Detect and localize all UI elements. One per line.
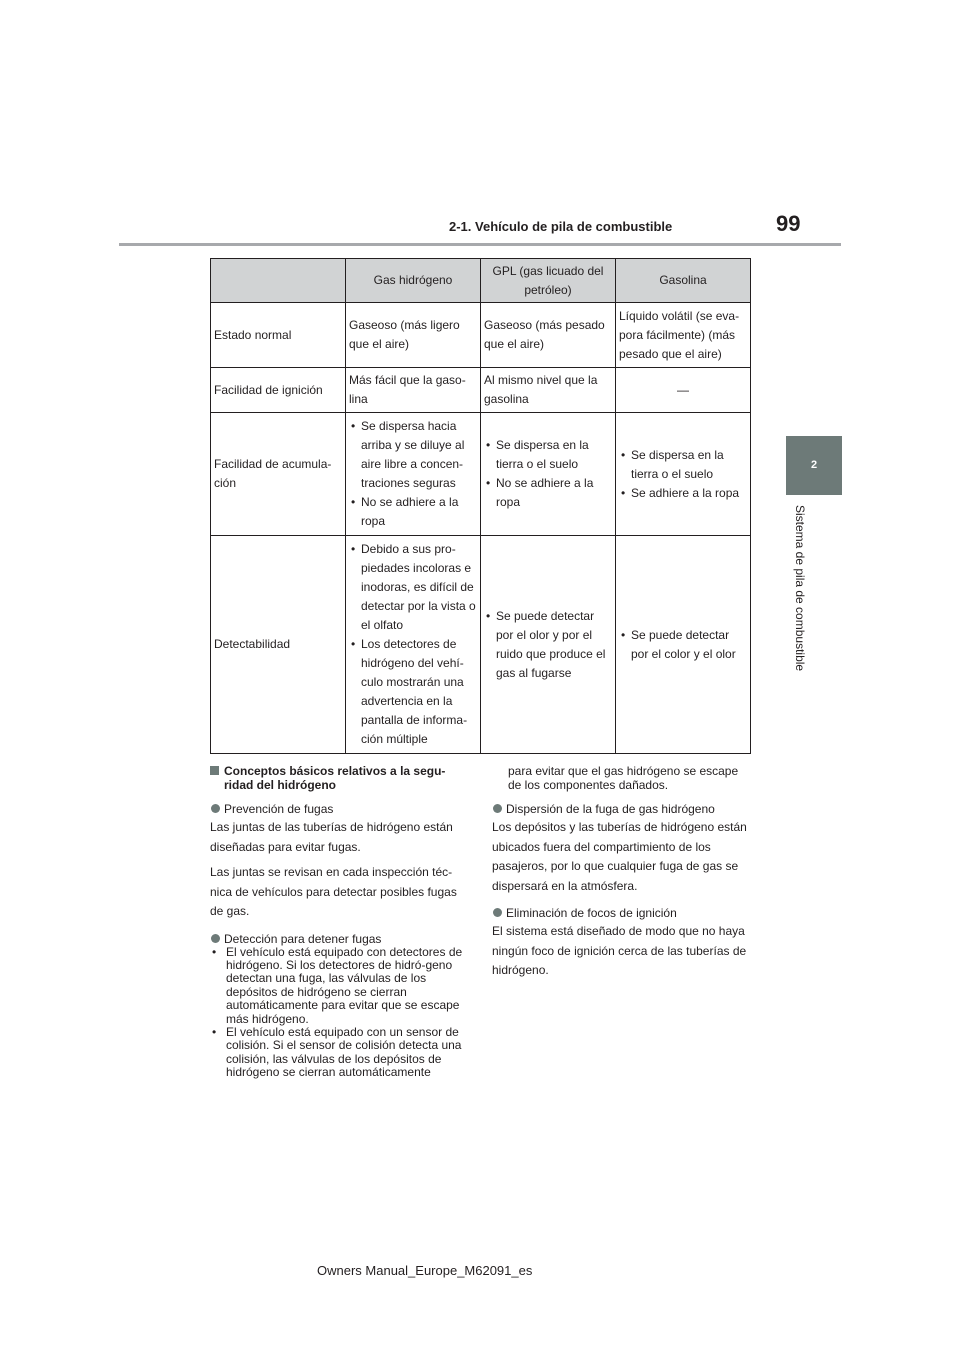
footer-text: Owners Manual_Europe_M62091_es — [317, 1263, 533, 1278]
table-cell — [346, 413, 481, 536]
list-item: • Debido a sus pro-piedades incoloras e inodoras, es difícil de detectar por la vista o el olfato — [349, 540, 477, 635]
list-item: • No se adhiere a la ropa — [349, 493, 477, 531]
subheading-ignition-elimination — [492, 906, 750, 920]
circle-bullet-icon — [493, 908, 502, 917]
bullet-mark: • — [212, 944, 217, 959]
row-header: Estado normal — [211, 303, 346, 368]
left-text-column — [210, 764, 465, 1080]
table-header-row — [211, 259, 751, 303]
table-cell — [481, 536, 616, 754]
list-item: • No se adhiere a la ropa — [484, 474, 612, 512]
row-header: Facilidad de acumula-ción — [211, 413, 346, 536]
list-item — [210, 946, 465, 1026]
table-cell: Al mismo nivel que la gasolina — [481, 368, 616, 413]
list-item-text: El vehículo está equipado con un sensor de colisión. Si el sensor de colisión detecta una colisión, las válvulas de los depósitos de hidrógeno se cierran automáticamente — [226, 1024, 462, 1080]
list-item: • Se puede detectar por el olor y por el ruido que produce el gas al fugarse — [484, 607, 612, 683]
list-item — [210, 1026, 465, 1080]
section-heading — [210, 764, 465, 792]
bullet-mark: • — [212, 1024, 217, 1039]
table-cell: Gaseoso (más pesado que el aire) — [481, 303, 616, 368]
table-cell: — — [616, 368, 751, 413]
table-corner-cell — [211, 259, 346, 303]
subheading-leak-detection — [210, 932, 465, 946]
circle-bullet-icon — [493, 804, 502, 813]
circle-bullet-icon — [211, 804, 220, 813]
subheading-text: Dispersión de la fuga de gas hidrógeno — [506, 802, 715, 816]
page-number: 99 — [776, 211, 801, 236]
list-item: • Se dispersa hacia arriba y se diluye al aire libre a concen-traciones seguras — [349, 417, 477, 493]
table-row — [211, 368, 751, 413]
list-item: • Se dispersa en la tierra o el suelo — [484, 436, 612, 474]
table-cell: Líquido volátil (se eva-pora fácilmente) (más pesado que el aire) — [616, 303, 751, 368]
list-item: • Los detectores de hidrógeno del vehí-culo mostrarán una advertencia en la pantalla de informa-ción múltiple — [349, 635, 477, 749]
table-cell — [616, 413, 751, 536]
table-cell — [346, 536, 481, 754]
paragraph: El sistema está diseñado de modo que no haya ningún foco de ignición cerca de las tuberías de hidrógeno. — [492, 924, 747, 977]
subheading-leak-prevention — [210, 802, 465, 816]
right-text-column — [492, 764, 750, 981]
row-header: Facilidad de ignición — [211, 368, 346, 413]
table-row — [211, 413, 751, 536]
table-row — [211, 303, 751, 368]
table-cell: Más fácil que la gaso-lina — [346, 368, 481, 413]
header-divider — [119, 243, 841, 246]
column-header: Gasolina — [616, 259, 751, 303]
section-header-title: 2-1. Vehículo de pila de combustible — [449, 219, 673, 234]
column-header: Gas hidrógeno — [346, 259, 481, 303]
table-cell: Gaseoso (más ligero que el aire) — [346, 303, 481, 368]
paragraph: Los depósitos y las tuberías de hidrógeno están ubicados fuera del compartimiento de los pasajeros, por lo que cualquier fuga de gas se dispersará en la atmósfera. — [492, 820, 747, 893]
paragraph: Las juntas se revisan en cada inspección téc-nica de vehículos para detectar posibles fugas de gas. — [210, 865, 457, 918]
subheading-text: Prevención de fugas — [224, 802, 334, 816]
chapter-tab[interactable]: 2 — [786, 436, 842, 495]
table-cell — [481, 413, 616, 536]
table-row — [211, 536, 751, 754]
list-item: • Se adhiere a la ropa — [619, 484, 747, 503]
row-header: Detectabilidad — [211, 536, 346, 754]
table-cell — [616, 536, 751, 754]
column-header: GPL (gas licuado del petróleo) — [481, 259, 616, 303]
list-item-continuation: para evitar que el gas hidrógeno se escape de los componentes dañados. — [508, 764, 739, 792]
list-item-text: El vehículo está equipado con detectores de hidrógeno. Si los detectores de hidró-geno detectan una fuga, las válvulas de los depósitos de hidrógeno se cierran automáticamente para evitar que se escape más hidrógeno. — [226, 944, 463, 1026]
list-item: • Se dispersa en la tierra o el suelo — [619, 446, 747, 484]
subheading-text: Eliminación de focos de ignición — [506, 906, 677, 920]
chapter-tab-label: Sistema de pila de combustible — [793, 505, 807, 672]
paragraph: Las juntas de las tuberías de hidrógeno están diseñadas para evitar fugas. — [210, 820, 453, 854]
subheading-text: Detección para detener fugas — [224, 931, 382, 946]
square-bullet-icon — [210, 766, 219, 775]
circle-bullet-icon — [211, 934, 220, 943]
list-item: • Se puede detectar por el color y el olor — [619, 626, 747, 664]
section-heading-text: Conceptos básicos relativos a la segu-ridad del hidrógeno — [224, 764, 446, 792]
gas-comparison-table — [210, 258, 751, 754]
subheading-dispersion — [492, 802, 750, 816]
